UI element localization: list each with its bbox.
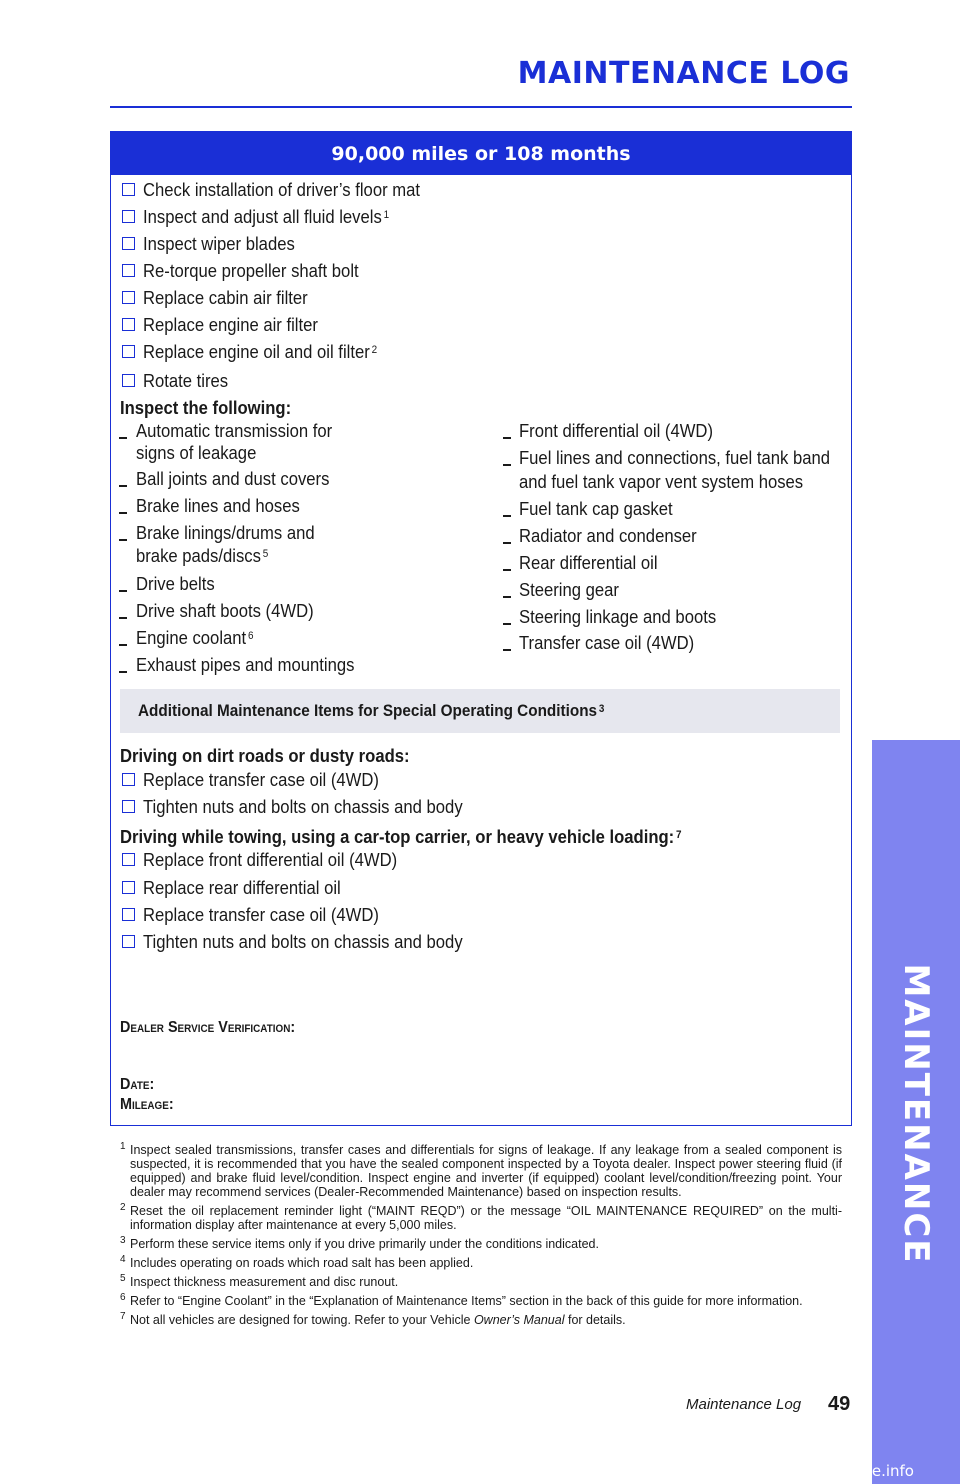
dash-bullet — [119, 644, 127, 646]
inspect-heading: Inspect the following: — [120, 397, 292, 418]
inspect-item: Drive shaft boots (4WD) — [136, 600, 314, 621]
special-item: Tighten nuts and bolts on chassis and body — [143, 796, 463, 817]
checkbox[interactable] — [122, 935, 135, 948]
checklist-item: Inspect wiper blades — [143, 233, 295, 254]
special-item: Tighten nuts and bolts on chassis and body — [143, 931, 463, 952]
footnote: 2 Reset the oil replacement reminder light (“MAINT REQD”) or the message “OIL MAINTENANCE REQUIRED” on the multi-information display after maintenance at every 5,000 miles. — [120, 1202, 842, 1232]
inspect-item: Steering linkage and boots — [519, 606, 717, 627]
dash-bullet — [503, 596, 511, 598]
dash-bullet — [119, 437, 127, 439]
inspect-item: Rear differential oil — [519, 552, 658, 573]
special-item: Replace transfer case oil (4WD) — [143, 769, 379, 790]
inspect-item: Steering gear — [519, 579, 619, 600]
footnote-ref: 7 — [676, 829, 682, 841]
dash-bullet — [119, 512, 127, 514]
dirt-roads-heading: Driving on dirt roads or dusty roads: — [120, 745, 410, 766]
inspect-item: Brake lines and hoses — [136, 495, 300, 516]
date-label: Date: — [120, 1076, 155, 1093]
checkbox[interactable] — [122, 318, 135, 331]
inspect-item-cont: signs of leakage — [136, 442, 257, 463]
dash-bullet — [503, 437, 511, 439]
checklist-item: Replace engine air filter — [143, 314, 318, 335]
inspect-item-cont: brake pads/discs $^5$ — [136, 545, 269, 566]
footnote-ref: 6 — [247, 630, 254, 642]
inspect-item: Exhaust pipes and mountings — [136, 654, 355, 675]
inspect-item: Brake linings/drums and — [136, 522, 315, 543]
checkbox[interactable] — [122, 291, 135, 304]
footnote: 1 Inspect sealed transmissions, transfer cases and differentials for signs of leakage. If any leakage from a sealed component is suspected, it is recommended that you have the sealed component inspected by a Toyota dealer. Inspect power steering fluid (if equipped) and brake fluid level/condition. Inspect engine and inverter (if equipped) coolant level/condition/freezing point. Your dealer may recommend services (Dealer-Recommended Maintenance) based on inspection results. — [120, 1141, 842, 1199]
footnote-ref: 2 — [371, 344, 378, 356]
dash-bullet — [119, 617, 127, 619]
manual-title: Owner’s Manual — [473, 1313, 565, 1327]
page-title: MAINTENANCE LOG — [517, 56, 850, 91]
inspect-item: Drive belts — [136, 573, 215, 594]
dealer-verification-label: Dealer Service Verification: — [120, 1019, 296, 1036]
footnote: 6 Refer to “Engine Coolant” in the “Explanation of Maintenance Items” section in the back of this guide for more information. — [120, 1292, 803, 1308]
checkbox[interactable] — [122, 237, 135, 250]
checklist-item: Rotate tires — [143, 370, 229, 391]
footnote: 3 Perform these service items only if you drive primarily under the conditions indicated. — [120, 1235, 599, 1251]
footer-section-label: Maintenance Log — [686, 1396, 802, 1413]
inspect-item-cont: and fuel tank vapor vent system hoses — [519, 471, 804, 492]
inspect-item: Engine coolant $^6$ — [136, 627, 254, 648]
special-item: Replace rear differential oil — [143, 877, 341, 898]
checklist-item: Replace engine oil and oil filter $^2$ — [143, 341, 378, 362]
checklist-item: Check installation of driver’s floor mat — [143, 179, 421, 200]
footnote-ref: 5 — [262, 548, 269, 560]
dash-bullet — [503, 623, 511, 625]
checkbox[interactable] — [122, 345, 135, 358]
dash-bullet — [503, 515, 511, 517]
dash-bullet — [503, 569, 511, 571]
inspect-item: Fuel tank cap gasket — [519, 498, 673, 519]
checkbox[interactable] — [122, 800, 135, 813]
dash-bullet — [503, 542, 511, 544]
checkbox[interactable] — [122, 773, 135, 786]
side-tab-label: MAINTENANCE — [896, 963, 936, 1265]
inspect-item: Ball joints and dust covers — [136, 468, 330, 489]
dash-bullet — [119, 539, 127, 541]
footnote: 5 Inspect thickness measurement and disc runout. — [120, 1273, 399, 1289]
special-item: Replace transfer case oil (4WD) — [143, 904, 379, 925]
checklist-item: Re-torque propeller shaft bolt — [143, 260, 359, 281]
footnote-ref: 3 — [598, 703, 605, 715]
checkbox[interactable] — [122, 908, 135, 921]
footnotes — [120, 1143, 842, 1332]
mileage-label: Mileage: — [120, 1096, 174, 1113]
inspect-item: Transfer case oil (4WD) — [519, 632, 695, 653]
dash-bullet — [119, 590, 127, 592]
footnote: 4 Includes operating on roads which road salt has been applied. — [120, 1254, 474, 1270]
footnote-ref: 1 — [383, 209, 390, 221]
checklist-item: Inspect and adjust all fluid levels $^1$ — [143, 206, 390, 227]
dash-bullet — [119, 485, 127, 487]
watermark: carmanualsonline.info — [748, 1462, 914, 1480]
checklist-item: Replace cabin air filter — [143, 287, 308, 308]
checkbox[interactable] — [122, 183, 135, 196]
checkbox[interactable] — [122, 881, 135, 894]
checkbox[interactable] — [122, 264, 135, 277]
towing-heading: Driving while towing, using a car-top carrier, or heavy vehicle loading: $^7$ — [120, 826, 682, 847]
inspect-item: Front differential oil (4WD) — [519, 420, 714, 441]
page-number: 49 — [828, 1393, 851, 1415]
special-item: Replace front differential oil (4WD) — [143, 849, 398, 870]
inspect-item: Fuel lines and connections, fuel tank band — [519, 447, 831, 468]
checkbox[interactable] — [122, 374, 135, 387]
dash-bullet — [119, 671, 127, 673]
checkbox[interactable] — [122, 210, 135, 223]
dash-bullet — [503, 649, 511, 651]
dash-bullet — [503, 464, 511, 466]
special-conditions-title: Additional Maintenance Items for Special Operating Conditions $^3$ — [138, 701, 605, 720]
interval-header: 90,000 miles or 108 months — [111, 132, 851, 175]
inspect-item: Radiator and condenser — [519, 525, 697, 546]
inspect-item: Automatic transmission for — [136, 420, 333, 441]
footnote: 7 Not all vehicles are designed for towing. Refer to your Vehicle Owner’s Manual for details. — [120, 1311, 626, 1327]
title-divider — [110, 106, 852, 108]
checkbox[interactable] — [122, 853, 135, 866]
